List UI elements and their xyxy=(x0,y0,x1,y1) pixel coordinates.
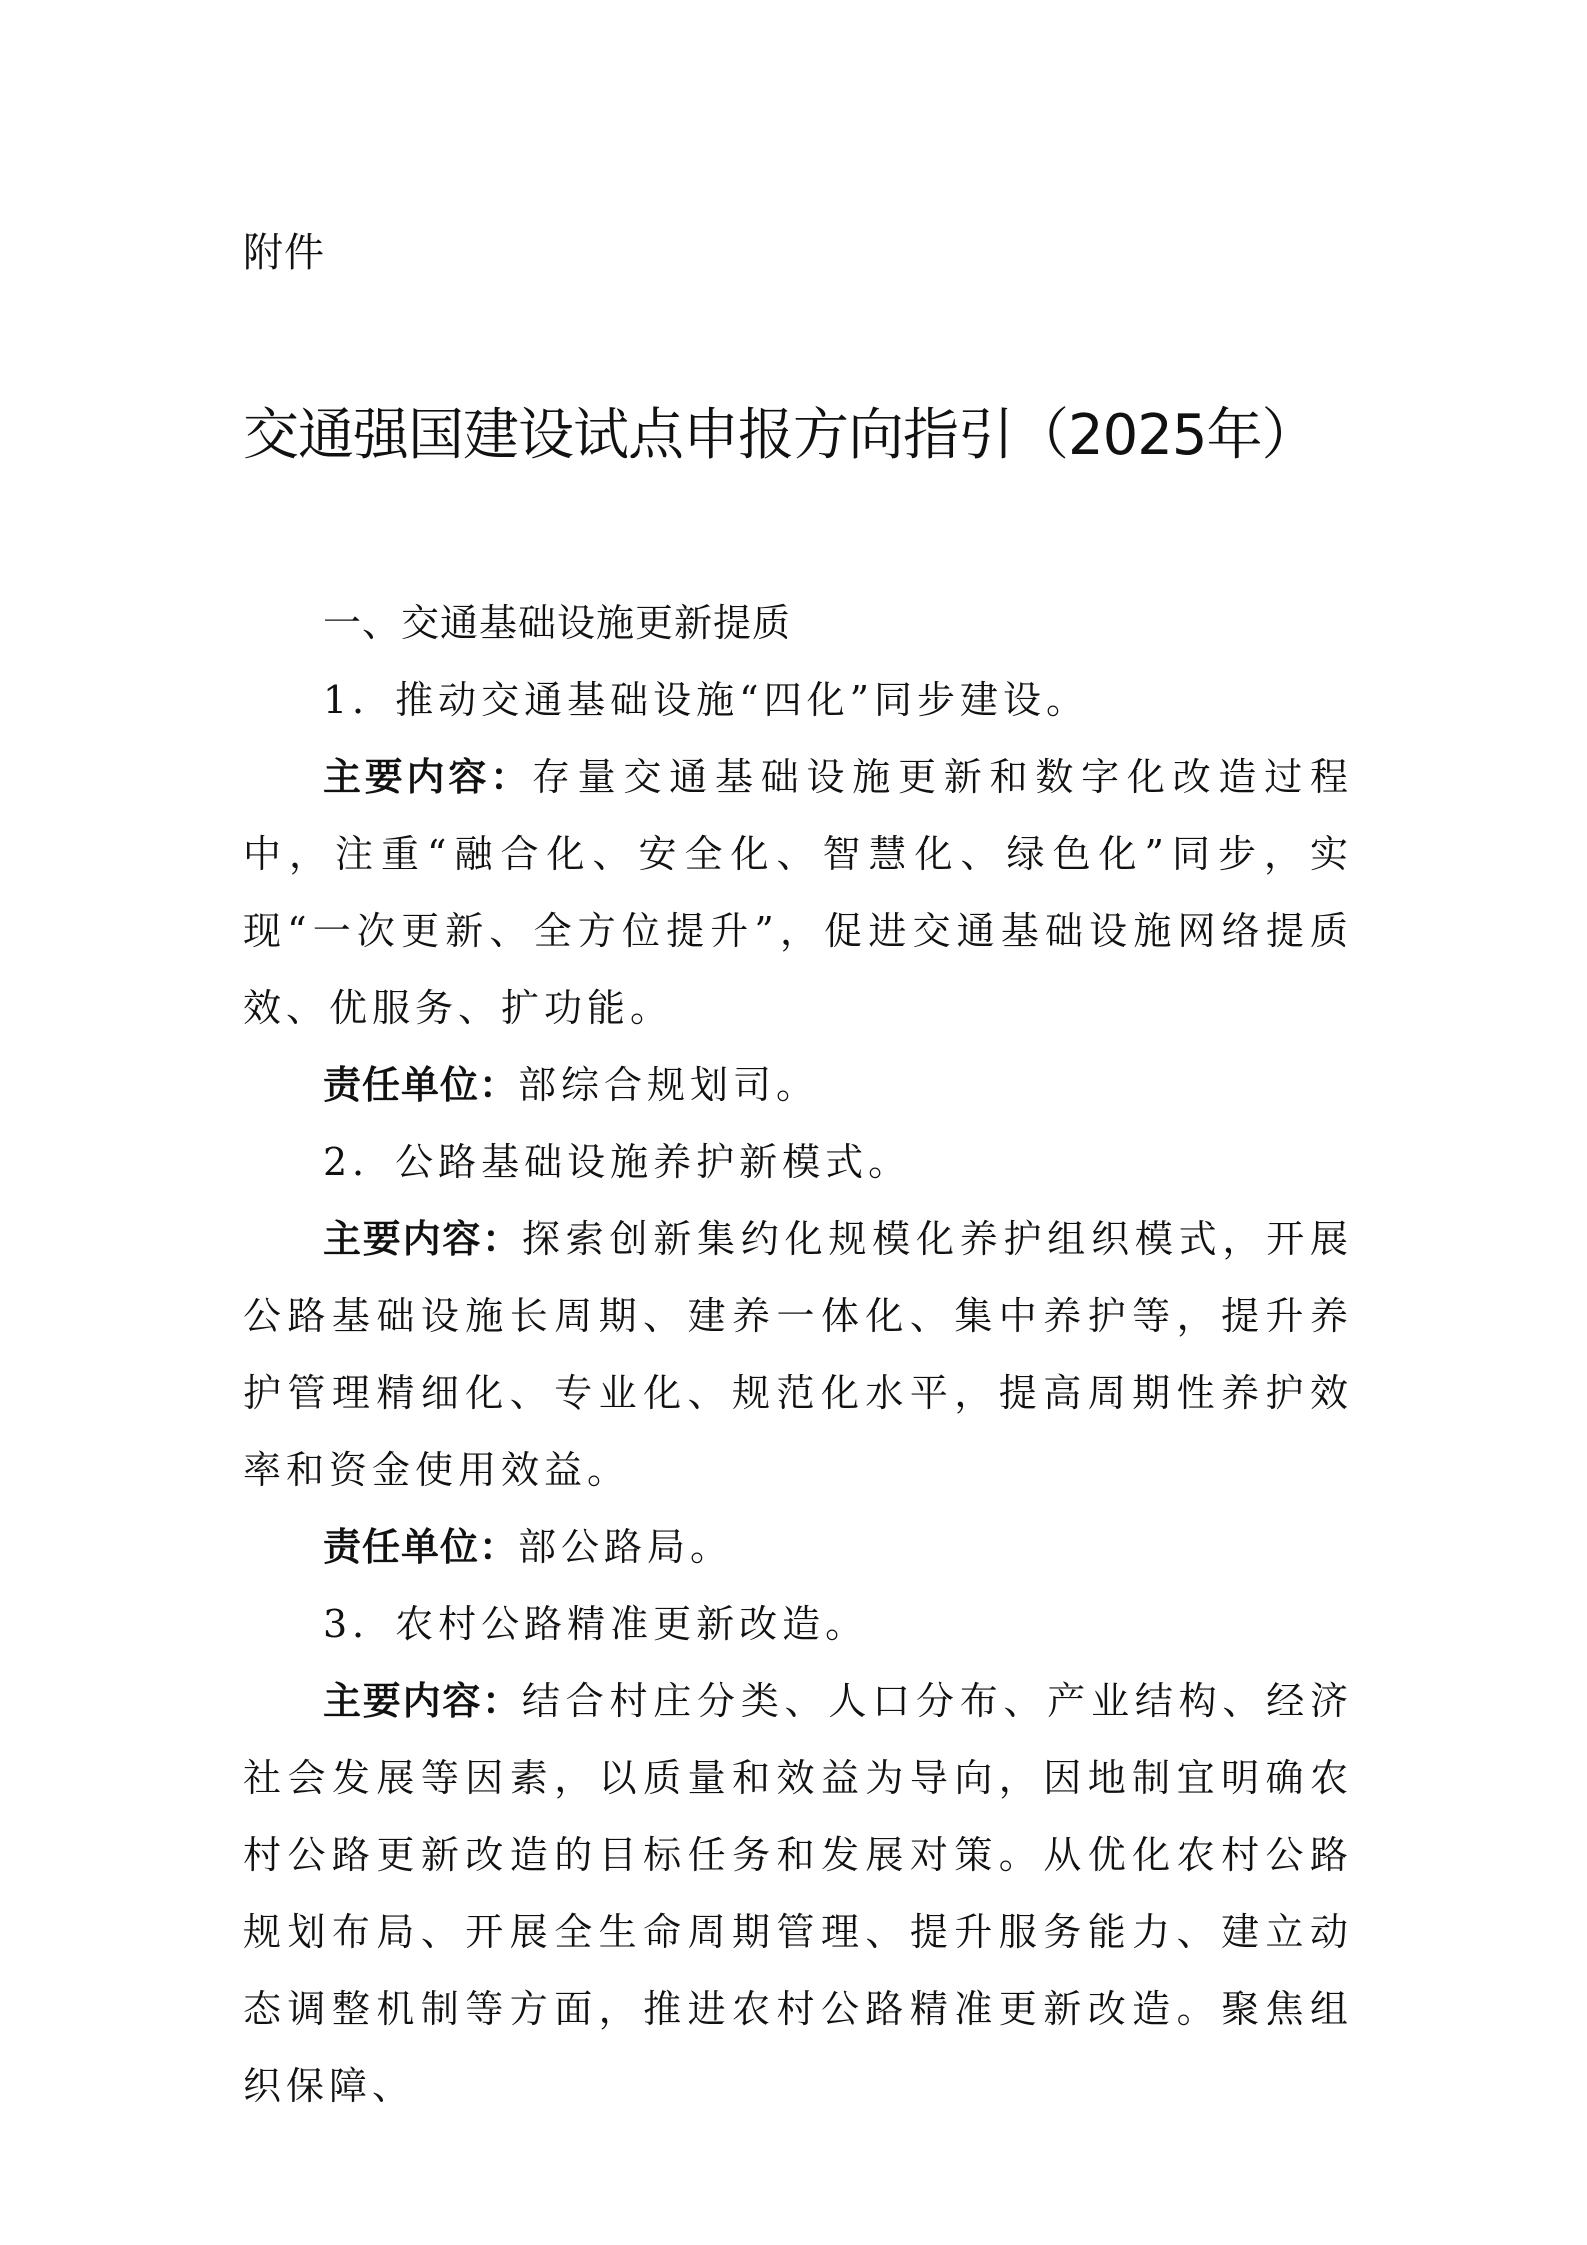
content-label: 主要内容： xyxy=(323,755,532,799)
responsible-text: 部公路局。 xyxy=(518,1525,734,1569)
content-label: 主要内容： xyxy=(323,1679,522,1723)
content-text: 探索创新集约化规模化养护组织模式，开展公路基础设施长周期、建养一体化、集中养护等，提升养护管理精细化、专业化、规范化水平，提高周期性养护效率和资金使用效益。 xyxy=(243,1217,1353,1492)
item-content-paragraph xyxy=(243,1201,1353,1509)
item-title: 3．农村公路精准更新改造。 xyxy=(323,1602,869,1646)
content-text: 结合村庄分类、人口分布、产业结构、经济社会发展等因素，以质量和效益为导向，因地制宜明确农村公路更新改造的目标任务和发展对策。从优化农村公路规划布局、开展全生命周期管理、提升服务能力、建立动态调整机制等方面，推进农村公路精准更新改造。聚焦组织保障、 xyxy=(243,1679,1353,2108)
item-responsible-paragraph xyxy=(243,1509,1353,1586)
content-label: 主要内容： xyxy=(323,1217,522,1261)
item-responsible-paragraph xyxy=(243,1047,1353,1124)
document-title: 交通强国建设试点申报方向指引（2025年） xyxy=(243,403,1317,468)
responsible-label: 责任单位： xyxy=(323,1063,519,1107)
attachment-label: 附件 xyxy=(243,230,325,276)
item-content-paragraph xyxy=(243,1663,1353,2125)
item-content-paragraph xyxy=(243,739,1353,1047)
item-title: 2．公路基础设施养护新模式。 xyxy=(323,1140,912,1184)
document-body xyxy=(243,585,1353,2125)
content-text: 存量交通基础设施更新和数字化改造过程中，注重“融合化、安全化、智慧化、绿色化”同步，实现“一次更新、全方位提升”，促进交通基础设施网络提质效、优服务、扩功能。 xyxy=(243,755,1353,1030)
responsible-label: 责任单位： xyxy=(323,1525,519,1569)
section-heading: 一、交通基础设施更新提质 xyxy=(323,601,792,645)
item-title: 1．推动交通基础设施“四化”同步建设。 xyxy=(323,678,1090,722)
responsible-text: 部综合规划司。 xyxy=(518,1063,820,1107)
